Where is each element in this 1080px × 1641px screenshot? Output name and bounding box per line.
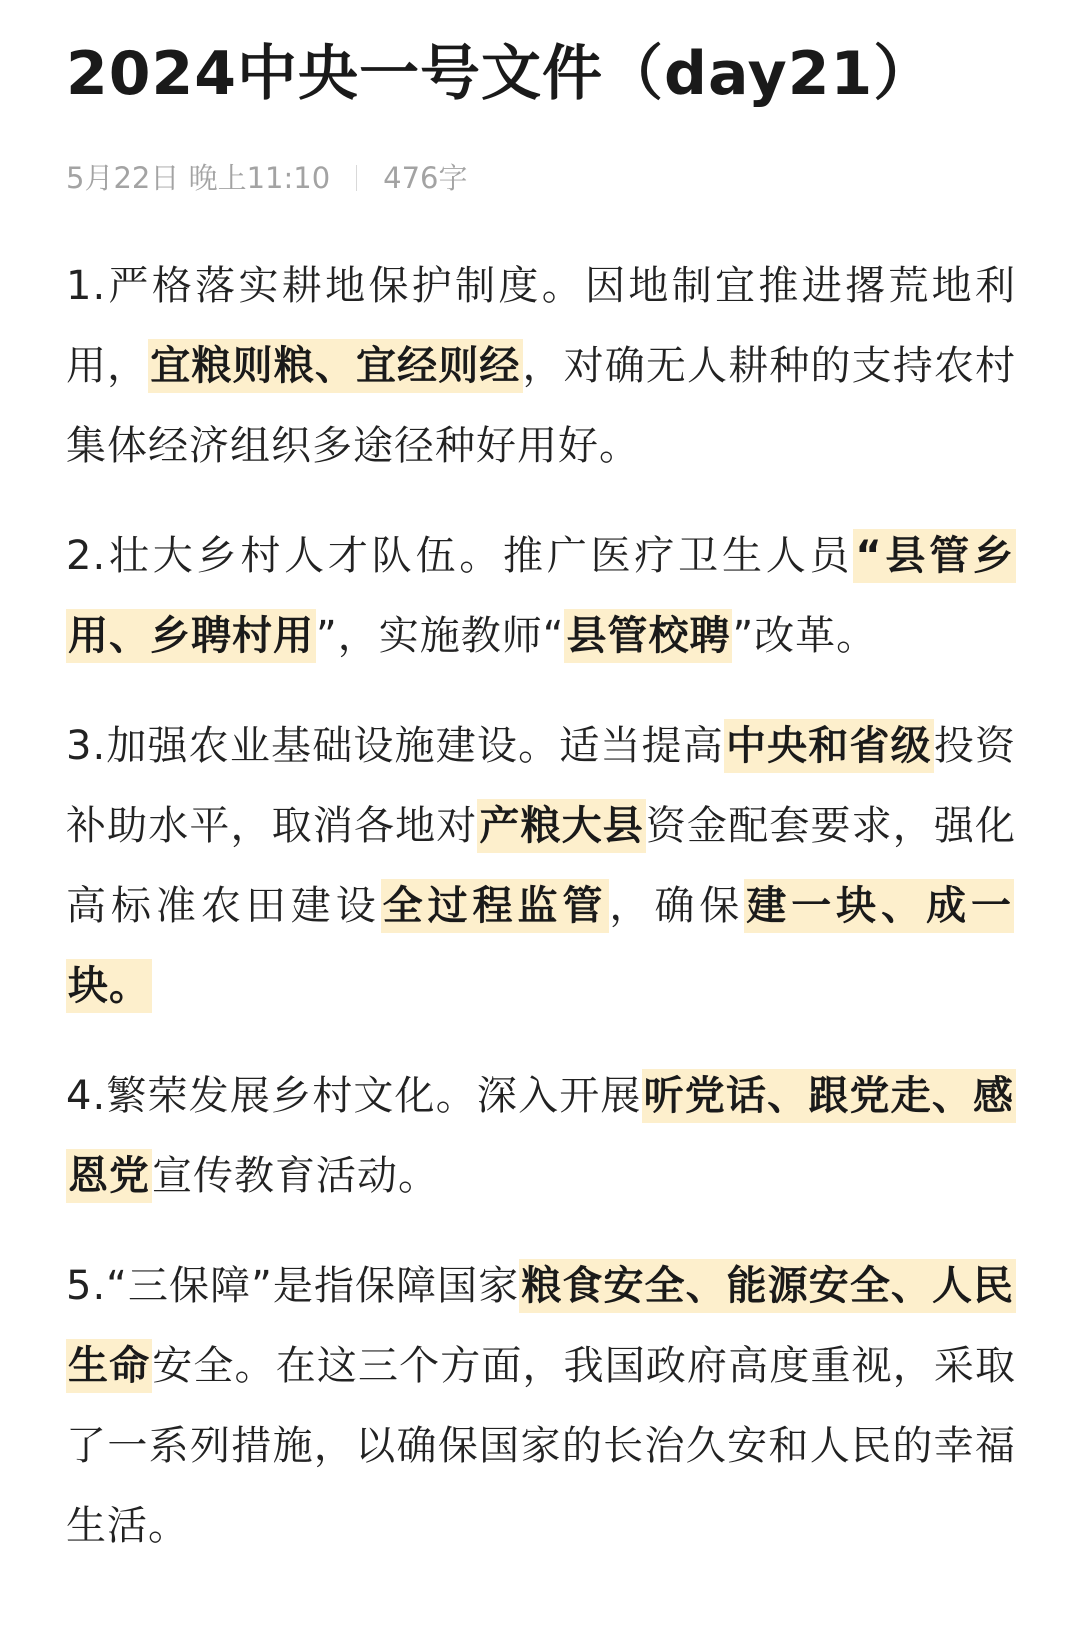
meta-divider	[356, 165, 357, 191]
paragraph-3	[66, 706, 1016, 1026]
paragraph-text: 2.壮大乡村人才队伍。推广医疗卫生人员	[66, 533, 854, 579]
paragraph-text: ，确保	[609, 883, 745, 929]
highlighted-text: 粮食安全、能源安全、人民生命	[66, 1259, 1016, 1393]
highlighted-text: 中央和省级	[724, 719, 934, 773]
paragraph-2	[66, 516, 1016, 676]
note-body	[66, 246, 1016, 1566]
paragraph-4	[66, 1056, 1016, 1216]
note-meta	[66, 158, 1016, 198]
paragraph-text: 3.加强农业基础设施建设。适当提高	[66, 723, 724, 769]
paragraph-text: ”改革。	[732, 613, 878, 659]
highlighted-text: 宜粮则粮、宜经则经	[148, 339, 522, 393]
highlighted-text: “县管乡用、乡聘村用	[66, 529, 1016, 663]
paragraph-1	[66, 246, 1016, 486]
paragraph-text: 5.“三保障”是指保障国家	[66, 1263, 520, 1309]
paragraph-text: 宣传教育活动。	[152, 1153, 439, 1199]
paragraph-text: 资金配套要求，强化高标准农田建设	[66, 803, 1017, 929]
paragraph-text: 1.严格落实耕地保护制度。因地制宜推进撂荒地利用，	[66, 263, 1016, 389]
note-date: 5月22日 晚上11:10	[66, 161, 331, 195]
highlighted-text: 县管校聘	[564, 609, 732, 663]
paragraph-text: 安全。在这三个方面，我国政府高度重视，采取了一系列措施，以确保国家的长治久安和人民的幸福生活。	[66, 1343, 1017, 1549]
paragraph-text: 投资补助水平，取消各地对	[66, 723, 1017, 849]
paragraph-text: ，对确无人耕种的支持农村集体经济组织多途径种好用好。	[66, 343, 1017, 469]
note-word-count: 476字	[383, 161, 468, 195]
paragraph-text: ”，实施教师“	[316, 613, 565, 659]
highlighted-text: 产粮大县	[477, 799, 646, 853]
highlighted-text: 全过程监管	[381, 879, 610, 933]
paragraph-5	[66, 1246, 1016, 1566]
highlighted-text: 听党话、跟党走、感恩党	[66, 1069, 1016, 1203]
paragraph-text: 4.繁荣发展乡村文化。深入开展	[66, 1073, 642, 1119]
highlighted-text: 建一块、成一块。	[66, 879, 1014, 1013]
note-title: 2024中央一号文件（day21）	[66, 39, 935, 109]
